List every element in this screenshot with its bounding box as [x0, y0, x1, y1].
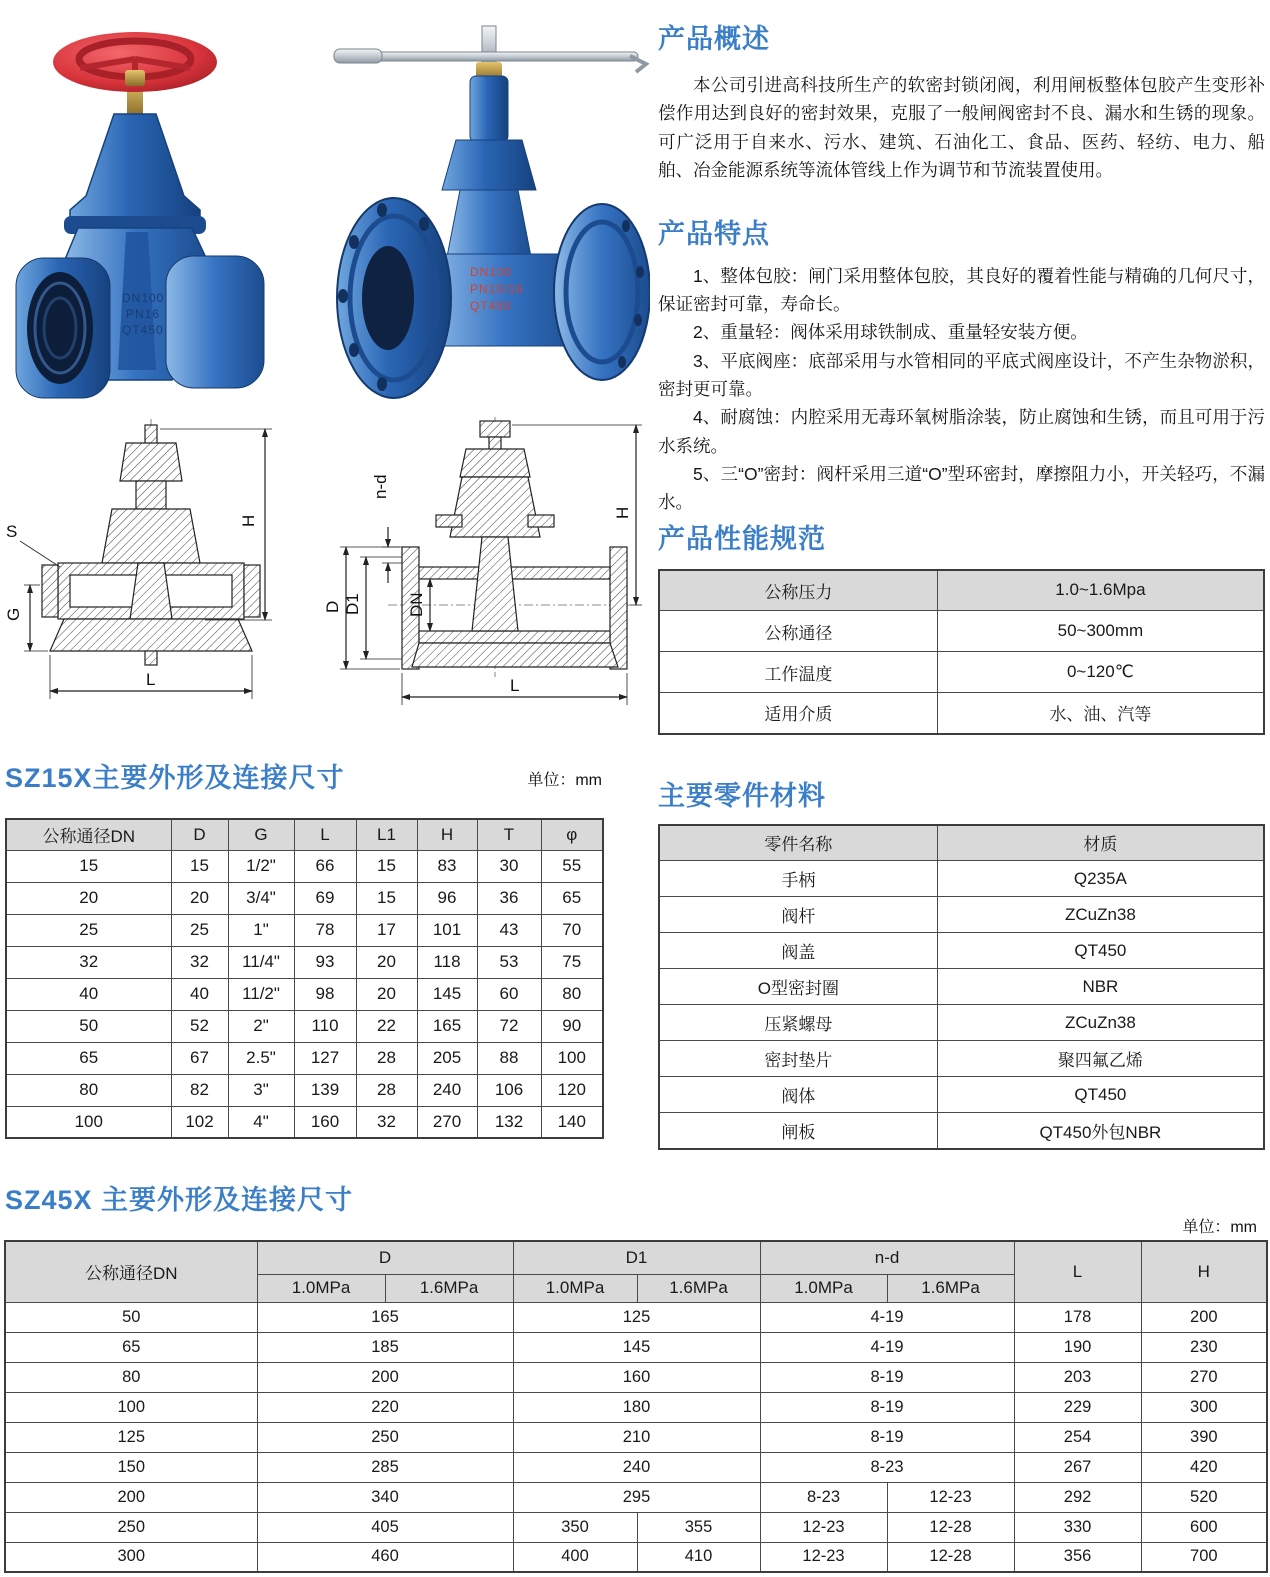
- table-cell: 185: [257, 1332, 513, 1362]
- table-cell: 355: [637, 1512, 760, 1542]
- table-cell: 98: [294, 978, 356, 1010]
- sz15x-col-h: H: [417, 819, 477, 850]
- sz45x-unit-label: 单位：mm: [1182, 1219, 1257, 1236]
- table-cell: 80: [5, 1362, 257, 1392]
- sz15x-section: [5, 764, 602, 794]
- table-cell: 96: [417, 882, 477, 914]
- table-cell: 15: [6, 850, 171, 882]
- table-cell: 8-23: [760, 1482, 887, 1512]
- table-cell: 4-19: [760, 1302, 1014, 1332]
- table-cell: 88: [477, 1042, 541, 1074]
- table-cell: 11/2": [228, 978, 294, 1010]
- table-cell: 32: [356, 1106, 417, 1138]
- table-cell: 203: [1014, 1362, 1141, 1392]
- sz45x-col-nd: n-d: [760, 1241, 1014, 1274]
- table-row: [5, 1512, 1267, 1542]
- sz15x-table: [5, 818, 604, 1139]
- performance-section: [658, 525, 1265, 735]
- table-cell: 229: [1014, 1392, 1141, 1422]
- table-cell: 330: [1014, 1512, 1141, 1542]
- table-row: [659, 1041, 1264, 1077]
- table-row: [659, 693, 1264, 734]
- table-cell: QT450外包NBR: [937, 1113, 1264, 1149]
- table-row: [6, 1010, 603, 1042]
- table-cell: 600: [1141, 1512, 1267, 1542]
- table-cell: 12-23: [760, 1542, 887, 1572]
- product-photos: [10, 10, 650, 412]
- sz45x-col-d-10mpa: 1.0MPa: [257, 1274, 385, 1302]
- features-title: 产品特点: [658, 219, 770, 249]
- table-cell: 阀盖: [659, 933, 937, 969]
- table-cell: 240: [513, 1452, 760, 1482]
- table-row: [659, 570, 1264, 611]
- sz15x-col-phi: φ: [541, 819, 603, 850]
- table-cell: 127: [294, 1042, 356, 1074]
- table-cell: 460: [257, 1542, 513, 1572]
- table-cell: 22: [356, 1010, 417, 1042]
- svg-text:D1: D1: [343, 593, 362, 615]
- table-cell: 93: [294, 946, 356, 978]
- table-cell: 聚四氟乙烯: [937, 1041, 1264, 1077]
- table-cell: 15: [171, 850, 228, 882]
- table-cell: 254: [1014, 1422, 1141, 1452]
- svg-text:DN100: DN100: [470, 265, 513, 279]
- stem-housing: [470, 76, 508, 142]
- list-item: 2、重量轻：阀体采用球铁制成、重量轻安装方便。: [693, 322, 1088, 343]
- table-row: [6, 1074, 603, 1106]
- table-cell: 手柄: [659, 861, 937, 897]
- table-cell: 3": [228, 1074, 294, 1106]
- table-row: [6, 946, 603, 978]
- table-cell: 公称压力: [659, 570, 937, 611]
- table-cell: 1.0~1.6Mpa: [937, 570, 1264, 611]
- materials-section: [658, 782, 1265, 1150]
- table-cell: 53: [477, 946, 541, 978]
- table-cell: 11/4": [228, 946, 294, 978]
- svg-text:D: D: [323, 600, 342, 613]
- list-item: 3、平底阀座：底部采用与水管相同的平底式阀座设计，不产生杂物淤积，密封更可靠。: [658, 350, 1265, 400]
- sz15x-unit-label: 单位：mm: [527, 771, 602, 789]
- table-cell: 3/4": [228, 882, 294, 914]
- table-cell: 阀杆: [659, 897, 937, 933]
- sz45x-col-dn: 公称通径DN: [5, 1241, 257, 1302]
- table-cell: 210: [513, 1422, 760, 1452]
- table-cell: 300: [5, 1542, 257, 1572]
- table-cell: 285: [257, 1452, 513, 1482]
- sz15x-col-d: D: [171, 819, 228, 850]
- svg-text:PN16: PN16: [126, 307, 161, 321]
- sz45x-section: [5, 1185, 1265, 1236]
- left-valve-cast-marking: [122, 291, 164, 337]
- table-cell: 110: [294, 1010, 356, 1042]
- table-row: [6, 882, 603, 914]
- table-cell: 67: [171, 1042, 228, 1074]
- table-row: [659, 933, 1264, 969]
- table-cell: 270: [417, 1106, 477, 1138]
- sz15x-col-g: G: [228, 819, 294, 850]
- table-cell: 82: [171, 1074, 228, 1106]
- table-cell: 69: [294, 882, 356, 914]
- table-cell: 80: [541, 978, 603, 1010]
- table-cell: 100: [541, 1042, 603, 1074]
- table-cell: 30: [477, 850, 541, 882]
- table-cell: NBR: [937, 969, 1264, 1005]
- table-cell: 12-23: [887, 1482, 1014, 1512]
- table-cell: 180: [513, 1392, 760, 1422]
- list-item: 1、整体包胶：闸门采用整体包胶，其良好的覆着性能与精确的几何尺寸，保证密封可靠，寿命长。: [658, 265, 1265, 315]
- table-cell: 106: [477, 1074, 541, 1106]
- overview-title: 产品概述: [658, 24, 770, 54]
- table-cell: 295: [513, 1482, 760, 1512]
- table-cell: 145: [513, 1332, 760, 1362]
- table-cell: 40: [6, 978, 171, 1010]
- table-cell: 230: [1141, 1332, 1267, 1362]
- table-cell: 闸板: [659, 1113, 937, 1149]
- svg-text:S: S: [6, 522, 18, 541]
- table-cell: 8-19: [760, 1392, 1014, 1422]
- features-list: [658, 262, 1265, 517]
- table-row: [6, 850, 603, 882]
- table-cell: 72: [477, 1010, 541, 1042]
- table-cell: 292: [1014, 1482, 1141, 1512]
- table-cell: 阀体: [659, 1077, 937, 1113]
- sz45x-col-l: L: [1014, 1241, 1141, 1302]
- sz45x-col-d: D: [257, 1241, 513, 1274]
- table-row: [6, 978, 603, 1010]
- table-cell: 8-19: [760, 1362, 1014, 1392]
- table-cell: 公称通径: [659, 611, 937, 652]
- table-cell: 145: [417, 978, 477, 1010]
- sz15x-col-l1: L1: [356, 819, 417, 850]
- table-cell: 405: [257, 1512, 513, 1542]
- table-cell: 8-23: [760, 1452, 1014, 1482]
- sz45x-col-nd-10mpa: 1.0MPa: [760, 1274, 887, 1302]
- table-cell: 350: [513, 1512, 637, 1542]
- table-cell: 20: [356, 978, 417, 1010]
- table-cell: 25: [171, 914, 228, 946]
- table-row: [659, 897, 1264, 933]
- table-cell: 工作温度: [659, 652, 937, 693]
- performance-title: 产品性能规范: [658, 524, 826, 554]
- table-cell: 250: [5, 1512, 257, 1542]
- t-bar-handle: [338, 52, 638, 61]
- table-row: [659, 1005, 1264, 1041]
- left-technical-drawing: [4, 419, 272, 699]
- table-cell: 140: [541, 1106, 603, 1138]
- table-cell: 165: [257, 1302, 513, 1332]
- table-cell: 1": [228, 914, 294, 946]
- svg-text:PN10/16: PN10/16: [470, 282, 524, 296]
- table-cell: 50: [6, 1010, 171, 1042]
- table-cell: 190: [1014, 1332, 1141, 1362]
- table-cell: 12-28: [887, 1512, 1014, 1542]
- sz15x-col-t: T: [477, 819, 541, 850]
- svg-text:n-d: n-d: [371, 474, 390, 499]
- table-cell: QT450: [937, 1077, 1264, 1113]
- table-cell: 36: [477, 882, 541, 914]
- svg-text:L: L: [146, 670, 156, 689]
- table-cell: ZCuZn38: [937, 1005, 1264, 1041]
- table-cell: 8-19: [760, 1422, 1014, 1452]
- table-cell: 28: [356, 1074, 417, 1106]
- table-row: [659, 861, 1264, 897]
- list-item: 4、耐腐蚀：内腔采用无毒环氧树脂涂装，防止腐蚀和生锈，而且可用于污水系统。: [658, 407, 1265, 456]
- table-cell: 70: [541, 914, 603, 946]
- right-valve-photo: [334, 26, 650, 398]
- table-cell: 20: [171, 882, 228, 914]
- sz15x-title: SZ15X主要外形及连接尺寸: [5, 763, 345, 793]
- table-cell: 43: [477, 914, 541, 946]
- features-section: [658, 220, 1265, 517]
- sz15x-col-l: L: [294, 819, 356, 850]
- materials-col-part: 零件名称: [659, 825, 937, 861]
- table-cell: 160: [513, 1362, 760, 1392]
- table-cell: 520: [1141, 1482, 1267, 1512]
- table-cell: 356: [1014, 1542, 1141, 1572]
- materials-col-material: 材质: [937, 825, 1264, 861]
- table-cell: 160: [294, 1106, 356, 1138]
- materials-title: 主要零件材料: [658, 781, 826, 811]
- svg-text:QT450: QT450: [122, 323, 164, 337]
- valve-bonnet: [70, 114, 200, 224]
- table-cell: 150: [5, 1452, 257, 1482]
- table-cell: 165: [417, 1010, 477, 1042]
- table-cell: 4": [228, 1106, 294, 1138]
- valve-bonnet: [442, 140, 536, 190]
- table-cell: 65: [5, 1332, 257, 1362]
- overview-body: 本公司引进高科技所生产的软密封锁闭阀，利用闸板整体包胶产生变形补偿作用达到良好的密封效果，克服了一般闸阀密封不良、漏水和生锈的现象。可广泛用于自来水、污水、建筑、石油化工、食品、医药、轻纺、电力、船舶、冶金能源系统等流体管线上作为调节和节流装置使用。: [658, 74, 1265, 181]
- table-cell: 40: [171, 978, 228, 1010]
- table-cell: 15: [356, 850, 417, 882]
- list-item: 5、三“O”密封：阀杆采用三道“O”型环密封，摩擦阻力小，开关轻巧，不漏水。: [658, 464, 1265, 513]
- table-row: [659, 611, 1264, 652]
- table-cell: 12-28: [887, 1542, 1014, 1572]
- table-row: [5, 1542, 1267, 1572]
- table-cell: 101: [417, 914, 477, 946]
- table-cell: 32: [171, 946, 228, 978]
- svg-text:H: H: [613, 506, 632, 519]
- table-cell: 80: [6, 1074, 171, 1106]
- table-cell: 100: [5, 1392, 257, 1422]
- table-cell: 83: [417, 850, 477, 882]
- svg-text:DN: DN: [407, 592, 426, 617]
- sz45x-col-h: H: [1141, 1241, 1267, 1302]
- table-cell: 205: [417, 1042, 477, 1074]
- table-cell: 125: [513, 1302, 760, 1332]
- table-cell: 4-19: [760, 1332, 1014, 1362]
- svg-text:QT450: QT450: [470, 299, 512, 313]
- table-row: [5, 1482, 1267, 1512]
- table-cell: 66: [294, 850, 356, 882]
- sz15x-col-dn: 公称通径DN: [6, 819, 171, 850]
- table-cell: 300: [1141, 1392, 1267, 1422]
- table-cell: 118: [417, 946, 477, 978]
- table-row: [659, 1113, 1264, 1149]
- table-cell: 90: [541, 1010, 603, 1042]
- overview-section: [658, 25, 1265, 185]
- table-cell: 410: [637, 1542, 760, 1572]
- table-row: [6, 1106, 603, 1138]
- table-cell: 1/2": [228, 850, 294, 882]
- right-technical-drawing: [323, 417, 642, 705]
- table-cell: 270: [1141, 1362, 1267, 1392]
- sz45x-table: [4, 1240, 1268, 1573]
- materials-table: [658, 824, 1265, 1150]
- table-cell: 50: [5, 1302, 257, 1332]
- table-cell: 267: [1014, 1452, 1141, 1482]
- table-row: [5, 1392, 1267, 1422]
- table-row: [659, 1077, 1264, 1113]
- sz45x-title: SZ45X 主要外形及连接尺寸: [5, 1185, 354, 1215]
- table-cell: 240: [417, 1074, 477, 1106]
- sz45x-col-d1-10mpa: 1.0MPa: [513, 1274, 637, 1302]
- performance-table: [658, 569, 1265, 735]
- technical-drawings: [0, 415, 650, 730]
- left-valve-photo: [16, 32, 264, 398]
- table-row: [5, 1332, 1267, 1362]
- table-cell: 250: [257, 1422, 513, 1452]
- svg-text:DN100: DN100: [122, 291, 165, 305]
- table-cell: 120: [541, 1074, 603, 1106]
- sz45x-col-nd-16mpa: 1.6MPa: [887, 1274, 1014, 1302]
- table-cell: ZCuZn38: [937, 897, 1264, 933]
- table-cell: 2": [228, 1010, 294, 1042]
- table-cell: 17: [356, 914, 417, 946]
- table-cell: 0~120℃: [937, 652, 1264, 693]
- table-cell: 700: [1141, 1542, 1267, 1572]
- table-row: [5, 1302, 1267, 1332]
- table-cell: 压紧螺母: [659, 1005, 937, 1041]
- table-cell: O型密封圈: [659, 969, 937, 1005]
- table-cell: 340: [257, 1482, 513, 1512]
- table-cell: 200: [5, 1482, 257, 1512]
- table-cell: 200: [257, 1362, 513, 1392]
- svg-text:G: G: [4, 607, 23, 621]
- table-cell: 178: [1014, 1302, 1141, 1332]
- table-cell: 55: [541, 850, 603, 882]
- sz45x-col-d1-16mpa: 1.6MPa: [637, 1274, 760, 1302]
- table-cell: 78: [294, 914, 356, 946]
- table-cell: 50~300mm: [937, 611, 1264, 652]
- table-cell: 125: [5, 1422, 257, 1452]
- table-cell: 2.5": [228, 1042, 294, 1074]
- table-cell: 52: [171, 1010, 228, 1042]
- sz45x-col-d1: D1: [513, 1241, 760, 1274]
- table-cell: 32: [6, 946, 171, 978]
- table-cell: 75: [541, 946, 603, 978]
- table-cell: 420: [1141, 1452, 1267, 1482]
- table-cell: 20: [6, 882, 171, 914]
- table-cell: 100: [6, 1106, 171, 1138]
- table-cell: 28: [356, 1042, 417, 1074]
- table-cell: 220: [257, 1392, 513, 1422]
- table-cell: 水、油、汽等: [937, 693, 1264, 734]
- table-row: [659, 652, 1264, 693]
- table-cell: 102: [171, 1106, 228, 1138]
- table-cell: 200: [1141, 1302, 1267, 1332]
- table-row: [6, 1042, 603, 1074]
- table-cell: 400: [513, 1542, 637, 1572]
- table-cell: QT450: [937, 933, 1264, 969]
- table-cell: 132: [477, 1106, 541, 1138]
- threaded-port-right: [166, 256, 264, 388]
- table-cell: 65: [6, 1042, 171, 1074]
- svg-text:L: L: [510, 676, 520, 695]
- sz45x-col-d-16mpa: 1.6MPa: [385, 1274, 513, 1302]
- table-cell: Q235A: [937, 861, 1264, 897]
- svg-text:H: H: [239, 514, 258, 527]
- table-row: [5, 1422, 1267, 1452]
- table-cell: 25: [6, 914, 171, 946]
- table-cell: 60: [477, 978, 541, 1010]
- table-cell: 20: [356, 946, 417, 978]
- table-row: [5, 1452, 1267, 1482]
- table-row: [5, 1362, 1267, 1392]
- table-row: [659, 969, 1264, 1005]
- table-cell: 12-23: [760, 1512, 887, 1542]
- table-cell: 390: [1141, 1422, 1267, 1452]
- table-cell: 65: [541, 882, 603, 914]
- table-cell: 适用介质: [659, 693, 937, 734]
- table-cell: 密封垫片: [659, 1041, 937, 1077]
- table-row: [6, 914, 603, 946]
- table-cell: 139: [294, 1074, 356, 1106]
- table-cell: 15: [356, 882, 417, 914]
